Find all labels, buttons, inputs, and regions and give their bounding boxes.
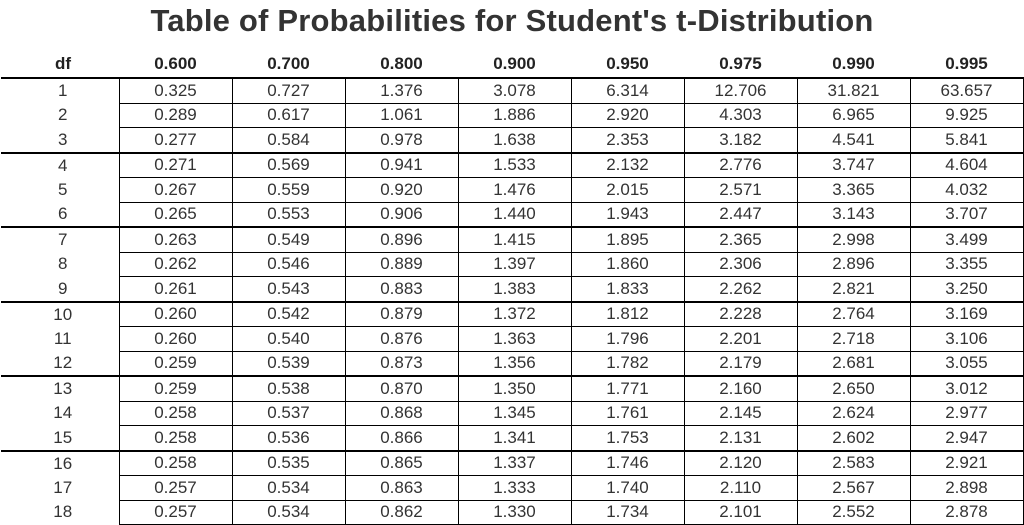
critical-value-cell: 2.998 — [797, 227, 910, 252]
probability-column-header: 0.990 — [797, 50, 910, 78]
critical-value-cell: 0.289 — [119, 103, 232, 128]
df-cell: 4 — [1, 153, 119, 178]
probability-column-header: 0.800 — [345, 50, 458, 78]
table-row — [1, 302, 1023, 327]
table-row — [1, 78, 1023, 103]
df-cell: 3 — [1, 128, 119, 153]
critical-value-cell: 1.337 — [458, 451, 571, 476]
df-cell: 8 — [1, 252, 119, 277]
critical-value-cell: 2.947 — [910, 426, 1023, 451]
critical-value-cell: 0.261 — [119, 277, 232, 302]
critical-value-cell: 2.650 — [797, 376, 910, 401]
critical-value-cell: 3.106 — [910, 327, 1023, 352]
critical-value-cell: 1.533 — [458, 153, 571, 178]
critical-value-cell: 2.120 — [684, 451, 797, 476]
critical-value-cell: 2.583 — [797, 451, 910, 476]
df-cell: 2 — [1, 103, 119, 128]
probability-column-header: 0.700 — [232, 50, 345, 78]
critical-value-cell: 3.707 — [910, 202, 1023, 227]
critical-value-cell: 2.179 — [684, 351, 797, 376]
critical-value-cell: 0.584 — [232, 128, 345, 153]
critical-value-cell: 2.567 — [797, 476, 910, 501]
table-row — [1, 401, 1023, 426]
critical-value-cell: 3.499 — [910, 227, 1023, 252]
df-cell: 12 — [1, 351, 119, 376]
critical-value-cell: 2.110 — [684, 476, 797, 501]
critical-value-cell: 2.160 — [684, 376, 797, 401]
critical-value-cell: 2.552 — [797, 500, 910, 525]
t-distribution-table — [1, 50, 1024, 525]
critical-value-cell: 0.260 — [119, 327, 232, 352]
critical-value-cell: 0.978 — [345, 128, 458, 153]
critical-value-cell: 0.258 — [119, 426, 232, 451]
critical-value-cell: 1.356 — [458, 351, 571, 376]
critical-value-cell: 3.143 — [797, 202, 910, 227]
critical-value-cell: 2.764 — [797, 302, 910, 327]
critical-value-cell: 2.228 — [684, 302, 797, 327]
critical-value-cell: 2.015 — [571, 178, 684, 203]
table-row — [1, 351, 1023, 376]
probability-column-header: 0.950 — [571, 50, 684, 78]
critical-value-cell: 4.604 — [910, 153, 1023, 178]
critical-value-cell: 2.718 — [797, 327, 910, 352]
df-cell: 6 — [1, 202, 119, 227]
critical-value-cell: 2.571 — [684, 178, 797, 203]
critical-value-cell: 5.841 — [910, 128, 1023, 153]
critical-value-cell: 0.259 — [119, 376, 232, 401]
critical-value-cell: 1.476 — [458, 178, 571, 203]
critical-value-cell: 4.032 — [910, 178, 1023, 203]
probability-column-header: 0.900 — [458, 50, 571, 78]
critical-value-cell: 0.534 — [232, 500, 345, 525]
critical-value-cell: 1.376 — [345, 78, 458, 103]
table-body — [1, 78, 1023, 525]
critical-value-cell: 1.746 — [571, 451, 684, 476]
critical-value-cell: 0.546 — [232, 252, 345, 277]
critical-value-cell: 0.865 — [345, 451, 458, 476]
critical-value-cell: 2.306 — [684, 252, 797, 277]
table-header-row — [1, 50, 1023, 78]
critical-value-cell: 4.541 — [797, 128, 910, 153]
critical-value-cell: 2.624 — [797, 401, 910, 426]
critical-value-cell: 0.277 — [119, 128, 232, 153]
critical-value-cell: 0.889 — [345, 252, 458, 277]
critical-value-cell: 0.553 — [232, 202, 345, 227]
critical-value-cell: 0.569 — [232, 153, 345, 178]
critical-value-cell: 3.182 — [684, 128, 797, 153]
probability-column-header: 0.600 — [119, 50, 232, 78]
df-cell: 5 — [1, 178, 119, 203]
critical-value-cell: 2.262 — [684, 277, 797, 302]
critical-value-cell: 1.943 — [571, 202, 684, 227]
df-cell: 14 — [1, 401, 119, 426]
critical-value-cell: 0.868 — [345, 401, 458, 426]
critical-value-cell: 0.538 — [232, 376, 345, 401]
critical-value-cell: 0.876 — [345, 327, 458, 352]
table-row — [1, 128, 1023, 153]
critical-value-cell: 2.878 — [910, 500, 1023, 525]
critical-value-cell: 2.101 — [684, 500, 797, 525]
critical-value-cell: 3.012 — [910, 376, 1023, 401]
critical-value-cell: 1.796 — [571, 327, 684, 352]
critical-value-cell: 0.727 — [232, 78, 345, 103]
critical-value-cell: 2.602 — [797, 426, 910, 451]
critical-value-cell: 9.925 — [910, 103, 1023, 128]
critical-value-cell: 3.250 — [910, 277, 1023, 302]
critical-value-cell: 1.330 — [458, 500, 571, 525]
critical-value-cell: 0.870 — [345, 376, 458, 401]
critical-value-cell: 1.812 — [571, 302, 684, 327]
critical-value-cell: 2.977 — [910, 401, 1023, 426]
critical-value-cell: 0.537 — [232, 401, 345, 426]
critical-value-cell: 0.535 — [232, 451, 345, 476]
critical-value-cell: 1.061 — [345, 103, 458, 128]
critical-value-cell: 1.372 — [458, 302, 571, 327]
critical-value-cell: 0.617 — [232, 103, 345, 128]
critical-value-cell: 1.895 — [571, 227, 684, 252]
critical-value-cell: 0.543 — [232, 277, 345, 302]
critical-value-cell: 2.145 — [684, 401, 797, 426]
table-row — [1, 178, 1023, 203]
probability-column-header: 0.975 — [684, 50, 797, 78]
critical-value-cell: 0.262 — [119, 252, 232, 277]
critical-value-cell: 1.345 — [458, 401, 571, 426]
critical-value-cell: 6.314 — [571, 78, 684, 103]
table-row — [1, 500, 1023, 525]
critical-value-cell: 1.383 — [458, 277, 571, 302]
critical-value-cell: 0.941 — [345, 153, 458, 178]
critical-value-cell: 31.821 — [797, 78, 910, 103]
critical-value-cell: 1.860 — [571, 252, 684, 277]
critical-value-cell: 2.132 — [571, 153, 684, 178]
critical-value-cell: 1.740 — [571, 476, 684, 501]
critical-value-cell: 2.365 — [684, 227, 797, 252]
critical-value-cell: 1.397 — [458, 252, 571, 277]
critical-value-cell: 0.866 — [345, 426, 458, 451]
critical-value-cell: 1.638 — [458, 128, 571, 153]
df-cell: 10 — [1, 302, 119, 327]
critical-value-cell: 2.896 — [797, 252, 910, 277]
page-title: Table of Probabilities for Student's t-Distribution — [150, 3, 874, 38]
table-row — [1, 103, 1023, 128]
table-row — [1, 202, 1023, 227]
probability-column-header: 0.995 — [910, 50, 1023, 78]
critical-value-cell: 2.920 — [571, 103, 684, 128]
df-cell: 16 — [1, 451, 119, 476]
df-cell: 9 — [1, 277, 119, 302]
table-row — [1, 476, 1023, 501]
critical-value-cell: 1.753 — [571, 426, 684, 451]
table-row — [1, 252, 1023, 277]
df-cell: 1 — [1, 78, 119, 103]
critical-value-cell: 3.355 — [910, 252, 1023, 277]
critical-value-cell: 0.271 — [119, 153, 232, 178]
critical-value-cell: 1.415 — [458, 227, 571, 252]
critical-value-cell: 4.303 — [684, 103, 797, 128]
critical-value-cell: 0.257 — [119, 476, 232, 501]
table-row — [1, 153, 1023, 178]
table-row — [1, 376, 1023, 401]
critical-value-cell: 0.539 — [232, 351, 345, 376]
critical-value-cell: 0.325 — [119, 78, 232, 103]
table-row — [1, 451, 1023, 476]
critical-value-cell: 0.549 — [232, 227, 345, 252]
df-cell: 17 — [1, 476, 119, 501]
critical-value-cell: 2.681 — [797, 351, 910, 376]
critical-value-cell: 63.657 — [910, 78, 1023, 103]
critical-value-cell: 2.821 — [797, 277, 910, 302]
critical-value-cell: 0.267 — [119, 178, 232, 203]
table-row — [1, 227, 1023, 252]
critical-value-cell: 0.906 — [345, 202, 458, 227]
critical-value-cell: 0.258 — [119, 451, 232, 476]
critical-value-cell: 2.898 — [910, 476, 1023, 501]
critical-value-cell: 0.260 — [119, 302, 232, 327]
critical-value-cell: 3.747 — [797, 153, 910, 178]
critical-value-cell: 0.862 — [345, 500, 458, 525]
critical-value-cell: 2.131 — [684, 426, 797, 451]
critical-value-cell: 2.447 — [684, 202, 797, 227]
critical-value-cell: 1.886 — [458, 103, 571, 128]
critical-value-cell: 1.761 — [571, 401, 684, 426]
df-cell: 11 — [1, 327, 119, 352]
critical-value-cell: 0.879 — [345, 302, 458, 327]
critical-value-cell: 2.776 — [684, 153, 797, 178]
critical-value-cell: 0.883 — [345, 277, 458, 302]
critical-value-cell: 1.363 — [458, 327, 571, 352]
critical-value-cell: 0.263 — [119, 227, 232, 252]
critical-value-cell: 1.782 — [571, 351, 684, 376]
critical-value-cell: 0.534 — [232, 476, 345, 501]
table-row — [1, 327, 1023, 352]
critical-value-cell: 2.201 — [684, 327, 797, 352]
critical-value-cell: 12.706 — [684, 78, 797, 103]
critical-value-cell: 1.333 — [458, 476, 571, 501]
critical-value-cell: 0.258 — [119, 401, 232, 426]
df-cell: 18 — [1, 500, 119, 525]
critical-value-cell: 3.365 — [797, 178, 910, 203]
df-cell: 7 — [1, 227, 119, 252]
table-row — [1, 426, 1023, 451]
critical-value-cell: 1.341 — [458, 426, 571, 451]
critical-value-cell: 0.896 — [345, 227, 458, 252]
critical-value-cell: 1.440 — [458, 202, 571, 227]
critical-value-cell: 1.350 — [458, 376, 571, 401]
t-distribution-table-container — [0, 50, 1024, 525]
critical-value-cell: 2.353 — [571, 128, 684, 153]
critical-value-cell: 1.833 — [571, 277, 684, 302]
critical-value-cell: 3.169 — [910, 302, 1023, 327]
critical-value-cell: 0.259 — [119, 351, 232, 376]
df-cell: 13 — [1, 376, 119, 401]
critical-value-cell: 0.257 — [119, 500, 232, 525]
critical-value-cell: 0.873 — [345, 351, 458, 376]
critical-value-cell: 2.921 — [910, 451, 1023, 476]
critical-value-cell: 3.055 — [910, 351, 1023, 376]
critical-value-cell: 0.265 — [119, 202, 232, 227]
critical-value-cell: 3.078 — [458, 78, 571, 103]
critical-value-cell: 0.920 — [345, 178, 458, 203]
critical-value-cell: 1.771 — [571, 376, 684, 401]
table-row — [1, 277, 1023, 302]
critical-value-cell: 0.540 — [232, 327, 345, 352]
critical-value-cell: 0.536 — [232, 426, 345, 451]
critical-value-cell: 1.734 — [571, 500, 684, 525]
critical-value-cell: 6.965 — [797, 103, 910, 128]
critical-value-cell: 0.863 — [345, 476, 458, 501]
critical-value-cell: 0.542 — [232, 302, 345, 327]
df-cell: 15 — [1, 426, 119, 451]
critical-value-cell: 0.559 — [232, 178, 345, 203]
df-column-header: df — [1, 50, 119, 78]
